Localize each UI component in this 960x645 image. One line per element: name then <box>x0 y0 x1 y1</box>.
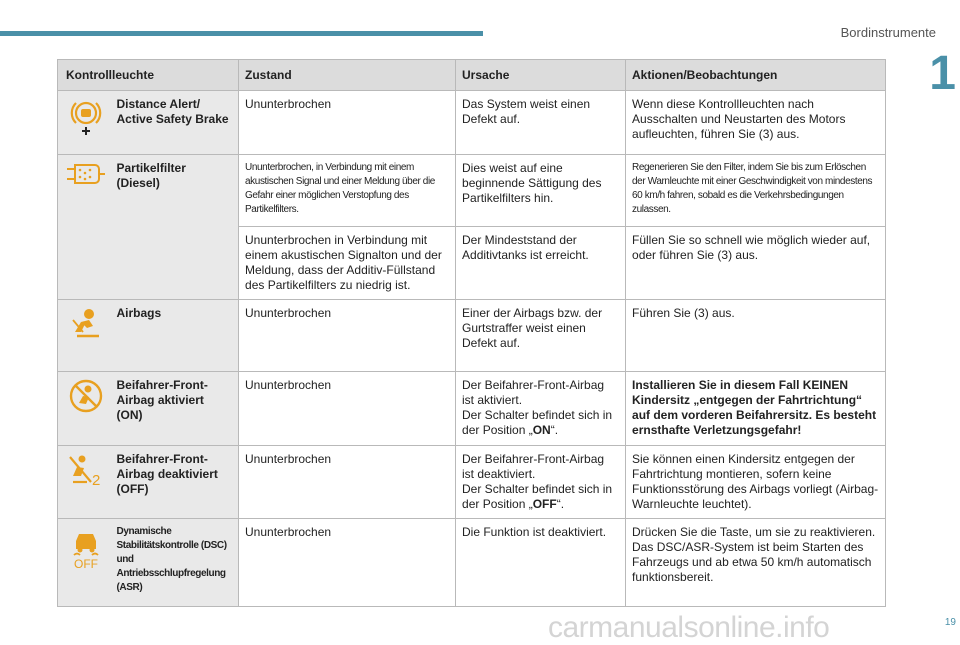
header-state: Zustand <box>239 60 456 91</box>
table-row <box>58 519 886 607</box>
cause-cell: Dies weist auf eine beginnende Sättigung des Partikelfilters hin. <box>456 155 626 227</box>
distance-alert-icon <box>68 97 104 137</box>
chapter-number: 1 <box>929 47 956 100</box>
page-number: 19 <box>944 617 956 628</box>
table-row <box>58 446 886 519</box>
light-name: Beifahrer-Front-Airbag aktiviert (ON) <box>115 372 239 446</box>
cause-line-end: “. <box>550 423 559 437</box>
state-cell: Ununterbrochen <box>239 372 456 446</box>
state-cell: Ununterbrochen, in Verbindung mit einem akustischen Signal und einer Meldung über die Gefahr einer möglichen Verstopfung des Partikelfilters. <box>239 155 456 227</box>
passenger-airbag-off-icon <box>67 452 105 488</box>
action-line: Drücken Sie die Taste, um sie zu reaktivieren. <box>632 525 876 539</box>
state-cell: Ununterbrochen in Verbindung mit einem akustischen Signalton und der Meldung, dass der Additiv-Füllstand des Partikelfilters zu niedrig ist. <box>239 227 456 300</box>
icon-cell <box>58 372 115 446</box>
header-actions: Aktionen/Beobachtungen <box>626 60 886 91</box>
particle-filter-icon <box>65 161 107 187</box>
light-name: Distance Alert/ Active Safety Brake <box>115 91 239 155</box>
action-cell: Sie können einen Kindersitz entgegen der Fahrtrichtung montieren, sofern keine Funktionsstörung des Airbags vorliegt (Airbag-Warnleuchte leuchtet). <box>626 446 886 519</box>
action-cell: Füllen Sie so schnell wie möglich wieder auf, oder führen Sie (3) aus. <box>626 227 886 300</box>
table-row <box>58 91 886 155</box>
airbag-icon <box>69 306 103 338</box>
cause-line-end: “. <box>556 497 565 511</box>
action-cell: Wenn diese Kontrollleuchten nach Ausschalten und Neustarten des Motors aufleuchten, führen Sie (3) aus. <box>626 91 886 155</box>
table-header-row <box>58 60 886 91</box>
cause-cell: Einer der Airbags bzw. der Gurtstraffer weist einen Defekt auf. <box>456 300 626 372</box>
airbag-off-number: 2 <box>92 472 101 488</box>
cause-cell: Der Mindeststand der Additivtanks ist erreicht. <box>456 227 626 300</box>
section-title: Bordinstrumente <box>840 25 936 40</box>
icon-cell <box>58 446 115 519</box>
light-name: Dynamische Stabilitätskontrolle (DSC) und Antriebsschlupfregelung (ASR) <box>115 519 239 607</box>
action-cell: Regenerieren Sie den Filter, indem Sie bis zum Erlöschen der Warnleuchte mit einer Geschwindigkeit von mindestens 60 km/h fahren, sobald es die Verkehrsbedingungen zulassen. <box>626 155 886 227</box>
icon-cell <box>58 300 115 372</box>
cause-line: Der Beifahrer-Front-Airbag ist aktiviert. <box>462 378 605 407</box>
state-cell: Ununterbrochen <box>239 300 456 372</box>
action-cell: Installieren Sie in diesem Fall KEINEN Kindersitz „entgegen der Fahrtrichtung“ auf dem vorderen Beifahrersitz. Es besteht ernsthafte Verletzungsgefahr! <box>626 372 886 446</box>
table-row <box>58 155 886 227</box>
table-row <box>58 372 886 446</box>
light-name: Partikelfilter (Diesel) <box>115 155 239 300</box>
table-row <box>58 300 886 372</box>
passenger-airbag-on-icon <box>68 378 104 414</box>
header-accent-bar <box>0 31 483 36</box>
header-warning-light: Kontrollleuchte <box>58 60 239 91</box>
cause-line: Der Beifahrer-Front-Airbag ist deaktiviert. <box>462 452 605 481</box>
switch-position-value: ON <box>532 423 551 437</box>
warning-lights-table <box>57 59 886 607</box>
state-cell: Ununterbrochen <box>239 91 456 155</box>
cause-cell: Die Funktion ist deaktiviert. <box>456 519 626 607</box>
off-label: OFF <box>74 557 99 569</box>
cause-cell <box>456 372 626 446</box>
switch-position-value: OFF <box>532 497 557 511</box>
light-name: Airbags <box>115 300 239 372</box>
light-name: Beifahrer-Front-Airbag deaktiviert (OFF) <box>115 446 239 519</box>
icon-cell <box>58 155 115 300</box>
cause-line: Der Schalter befindet sich in der Position „ <box>462 408 613 437</box>
action-line: Das DSC/ASR-System ist beim Starten des Fahrzeugs und ab etwa 50 km/h automatisch funktionsbereit. <box>632 540 872 584</box>
state-cell: Ununterbrochen <box>239 519 456 607</box>
state-cell: Ununterbrochen <box>239 446 456 519</box>
dsc-off-icon <box>68 525 104 569</box>
cause-cell: Das System weist einen Defekt auf. <box>456 91 626 155</box>
icon-cell <box>58 519 115 607</box>
header-cause: Ursache <box>456 60 626 91</box>
icon-cell <box>58 91 115 155</box>
cause-cell <box>456 446 626 519</box>
cause-line: Der Schalter befindet sich in der Position „ <box>462 482 613 511</box>
action-cell <box>626 519 886 607</box>
action-cell: Führen Sie (3) aus. <box>626 300 886 372</box>
watermark: carmanualsonline.info <box>548 611 830 644</box>
